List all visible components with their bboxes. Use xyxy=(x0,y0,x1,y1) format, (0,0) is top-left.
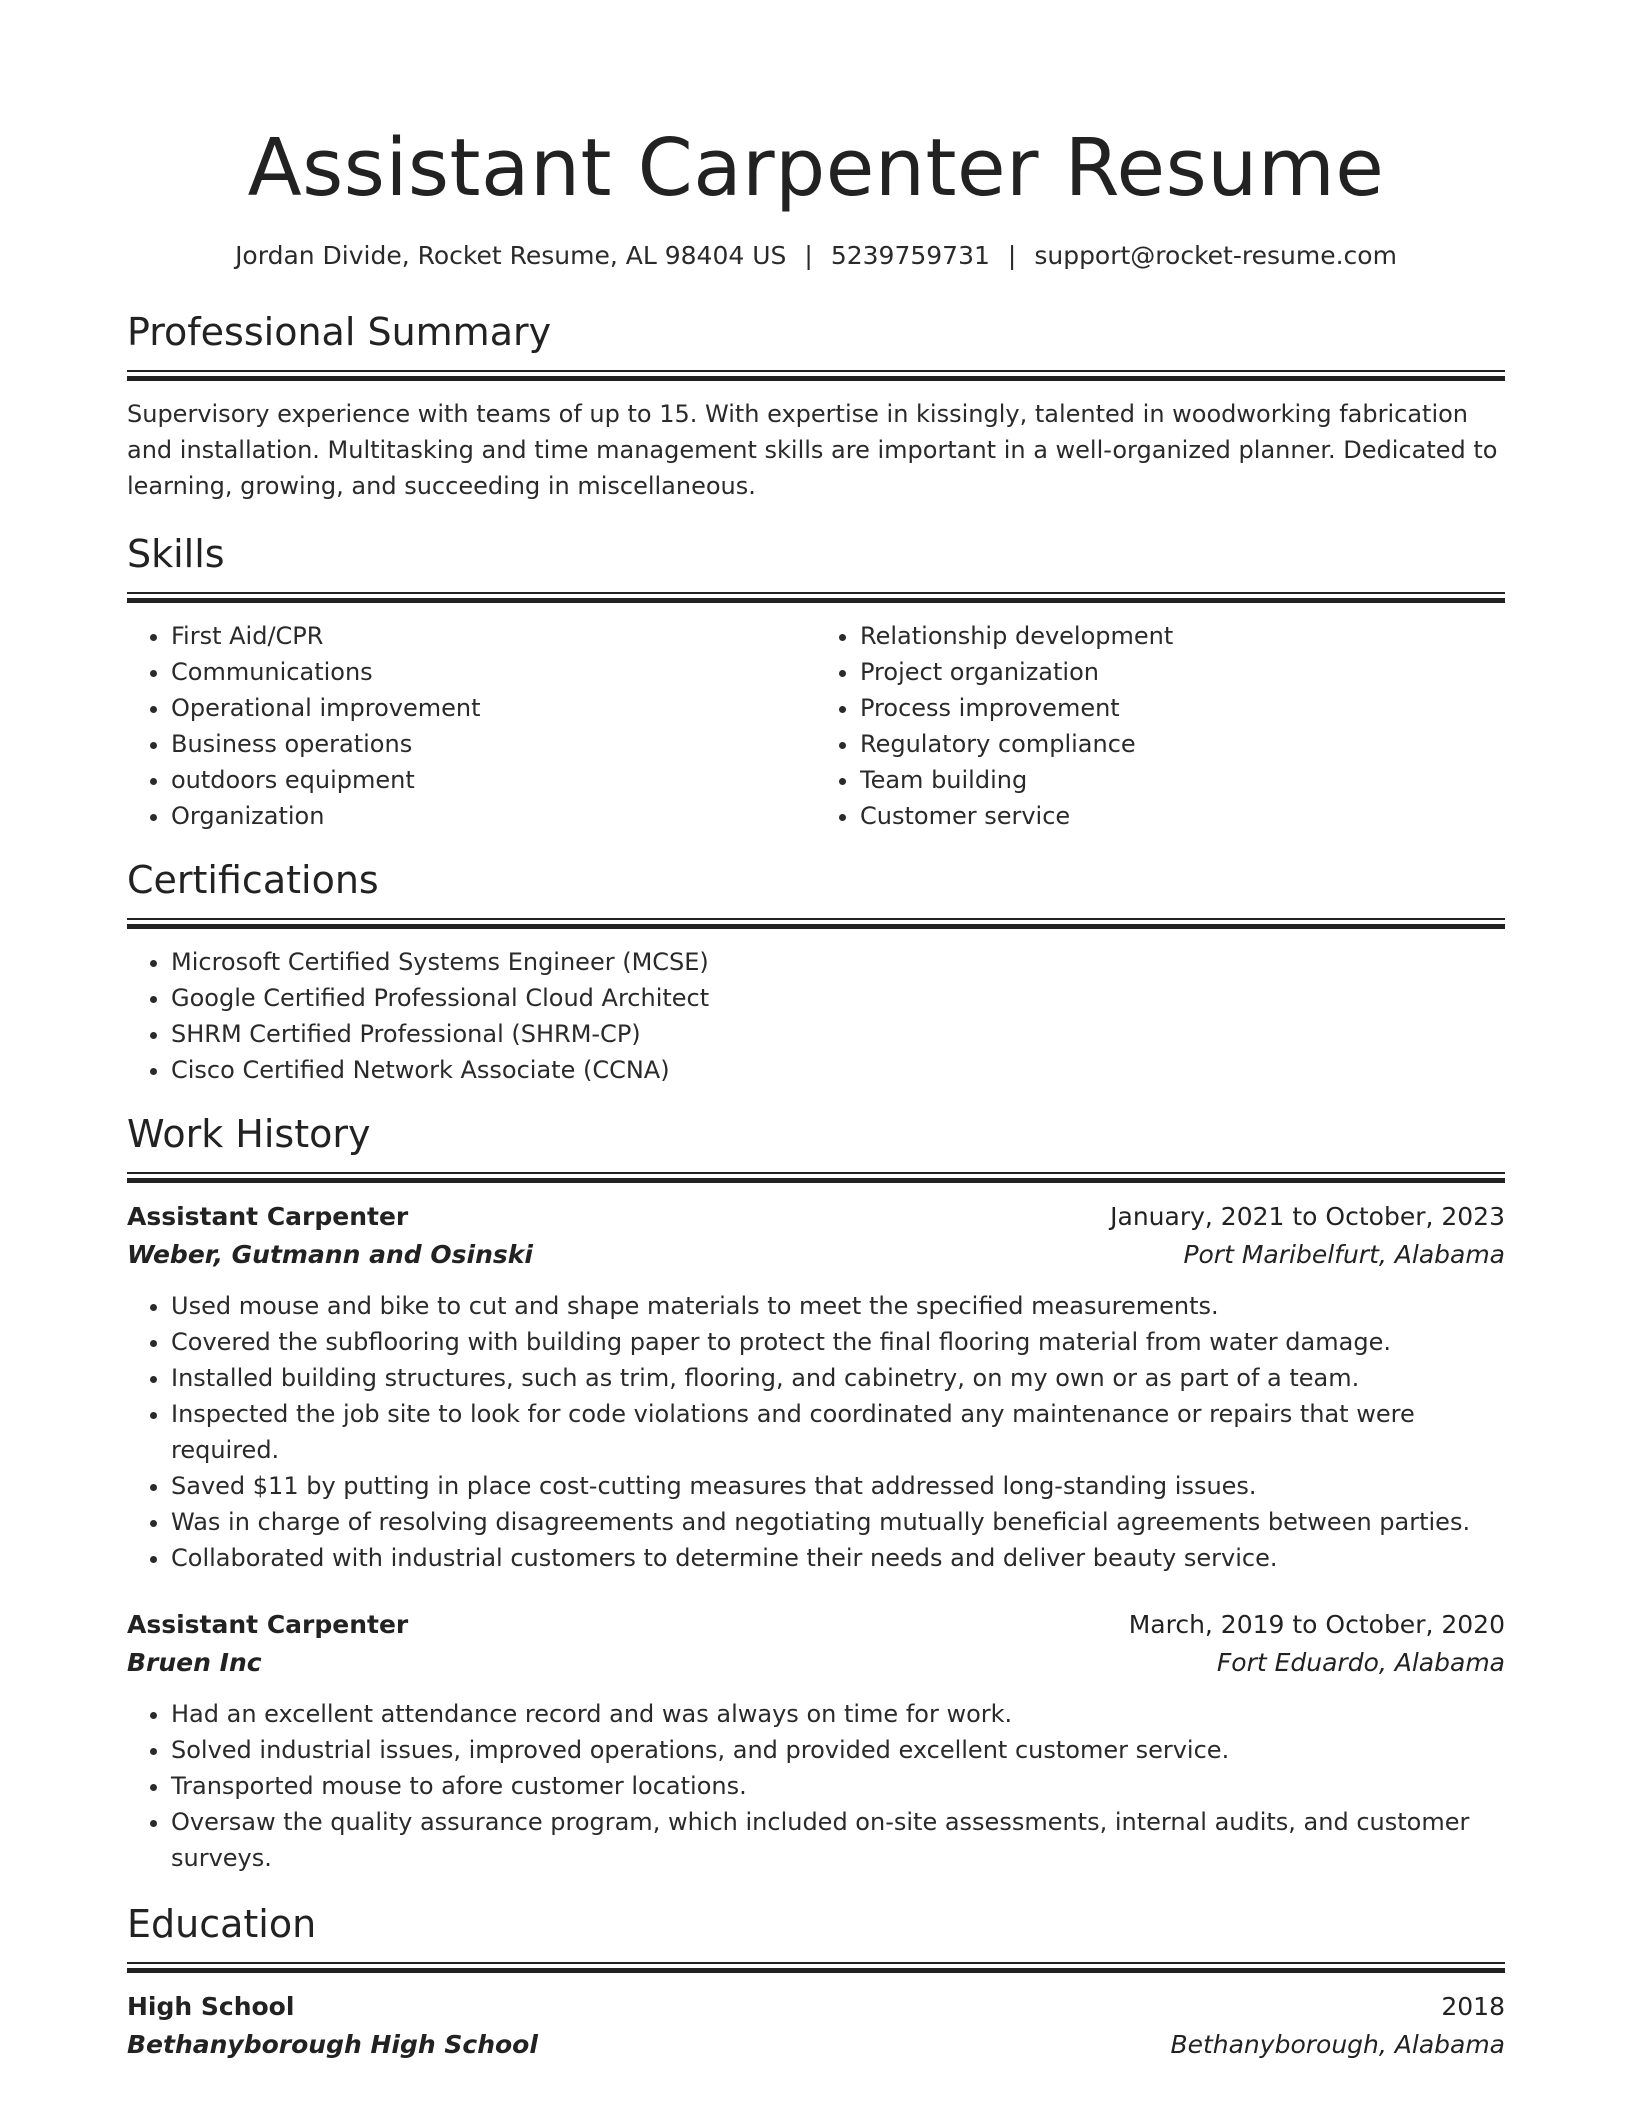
job-duty-item: • Collaborated with industrial customers to determine their needs and deliver beauty service. xyxy=(171,1540,1505,1576)
job-duty-item: • Was in charge of resolving disagreements and negotiating mutually beneficial agreements between parties. xyxy=(171,1504,1505,1540)
section-heading-certifications: Certifications xyxy=(127,858,379,902)
job-duties-list xyxy=(127,1288,1505,1576)
skill-item: • Project organization xyxy=(860,654,1505,690)
section-heading-education: Education xyxy=(127,1902,317,1946)
job-duty-item: • Had an excellent attendance record and was always on time for work. xyxy=(171,1696,1505,1732)
education-year: 2018 xyxy=(1441,1992,1505,2021)
section-divider xyxy=(127,1962,1505,1972)
education-school: Bethanyborough High School xyxy=(127,2030,538,2059)
section-heading-summary: Professional Summary xyxy=(127,310,552,354)
skill-item: • Process improvement xyxy=(860,690,1505,726)
skill-item: • Organization xyxy=(171,798,816,834)
job-duty-item: • Installed building structures, such as trim, flooring, and cabinetry, on my own or as part of a team. xyxy=(171,1360,1505,1396)
section-divider xyxy=(127,1172,1505,1182)
job-duty-item: • Covered the subflooring with building paper to protect the final flooring material from water damage. xyxy=(171,1324,1505,1360)
summary-section xyxy=(127,308,1505,504)
contact-phone: 5239759731 xyxy=(830,241,990,270)
job-company: Bruen Inc xyxy=(127,1648,262,1677)
certifications-list xyxy=(127,944,1505,1088)
skills-grid xyxy=(127,618,1505,834)
job-subheader-row xyxy=(127,1644,1505,1682)
section-heading-work-history: Work History xyxy=(127,1112,371,1156)
skills-section xyxy=(127,530,1505,834)
education-header-row xyxy=(127,1988,1505,2026)
job-duty-item: • Used mouse and bike to cut and shape materials to meet the specified measurements. xyxy=(171,1288,1505,1324)
job-title: Assistant Carpenter xyxy=(127,1202,409,1231)
skill-item: • Business operations xyxy=(171,726,816,762)
job-duty-item: • Saved $11 by putting in place cost-cutting measures that addressed long-standing issues. xyxy=(171,1468,1505,1504)
job-entry xyxy=(127,1606,1505,1876)
skill-item: • Operational improvement xyxy=(171,690,816,726)
job-subheader-row xyxy=(127,1236,1505,1274)
education-subheader-row xyxy=(127,2026,1505,2064)
section-divider xyxy=(127,918,1505,928)
skill-item: • First Aid/CPR xyxy=(171,618,816,654)
skill-item: • Customer service xyxy=(860,798,1505,834)
job-location: Port Maribelfurt, Alabama xyxy=(1183,1240,1505,1269)
contact-address: Jordan Divide, Rocket Resume, AL 98404 US xyxy=(235,241,787,270)
contact-line xyxy=(127,238,1505,274)
section-divider xyxy=(127,592,1505,602)
resume-title: Assistant Carpenter Resume xyxy=(247,122,1385,214)
education-section xyxy=(127,1900,1505,2064)
section-divider xyxy=(127,370,1505,380)
job-duty-item: • Solved industrial issues, improved operations, and provided excellent customer service. xyxy=(171,1732,1505,1768)
certification-item: • SHRM Certified Professional (SHRM-CP) xyxy=(171,1016,1505,1052)
job-dates: January, 2021 to October, 2023 xyxy=(1110,1202,1505,1231)
contact-separator: | xyxy=(1007,241,1017,270)
education-entry xyxy=(127,1988,1505,2064)
education-location: Bethanyborough, Alabama xyxy=(1170,2030,1505,2059)
work-history-section xyxy=(127,1110,1505,1876)
skills-list-right xyxy=(816,618,1505,834)
section-heading-skills: Skills xyxy=(127,532,225,576)
skill-item: • Relationship development xyxy=(860,618,1505,654)
contact-email[interactable]: support@rocket-resume.com xyxy=(1034,241,1397,270)
job-duty-item: • Transported mouse to afore customer locations. xyxy=(171,1768,1505,1804)
education-degree: High School xyxy=(127,1992,295,2021)
job-dates: March, 2019 to October, 2020 xyxy=(1128,1610,1505,1639)
job-duties-list xyxy=(127,1696,1505,1876)
job-title: Assistant Carpenter xyxy=(127,1610,409,1639)
summary-text: Supervisory experience with teams of up to 15. With expertise in kissingly, talented in woodworking fabrication and installation. Multitasking and time management skills are important in a well-organized planner. Dedicated to learning, growing, and succeeding in miscellaneous. xyxy=(127,400,1498,500)
job-header-row xyxy=(127,1198,1505,1236)
skill-item: • Team building xyxy=(860,762,1505,798)
certifications-section xyxy=(127,856,1505,1088)
certification-item: • Cisco Certified Network Associate (CCNA) xyxy=(171,1052,1505,1088)
skills-list-left xyxy=(127,618,816,834)
contact-separator: | xyxy=(804,241,813,270)
certification-item: • Microsoft Certified Systems Engineer (MCSE) xyxy=(171,944,1505,980)
skill-item: • outdoors equipment xyxy=(171,762,816,798)
job-header-row xyxy=(127,1606,1505,1644)
skill-item: • Communications xyxy=(171,654,816,690)
job-duty-item: • Inspected the job site to look for code violations and coordinated any maintenance or repairs that were required. xyxy=(171,1396,1505,1468)
job-duty-item: • Oversaw the quality assurance program, which included on-site assessments, internal audits, and customer surveys. xyxy=(171,1804,1505,1876)
job-entry xyxy=(127,1198,1505,1576)
job-company: Weber, Gutmann and Osinski xyxy=(127,1240,533,1269)
skills-column-right xyxy=(816,618,1505,834)
skills-column-left xyxy=(127,618,816,834)
certification-item: • Google Certified Professional Cloud Architect xyxy=(171,980,1505,1016)
skill-item: • Regulatory compliance xyxy=(860,726,1505,762)
job-location: Fort Eduardo, Alabama xyxy=(1216,1648,1505,1677)
